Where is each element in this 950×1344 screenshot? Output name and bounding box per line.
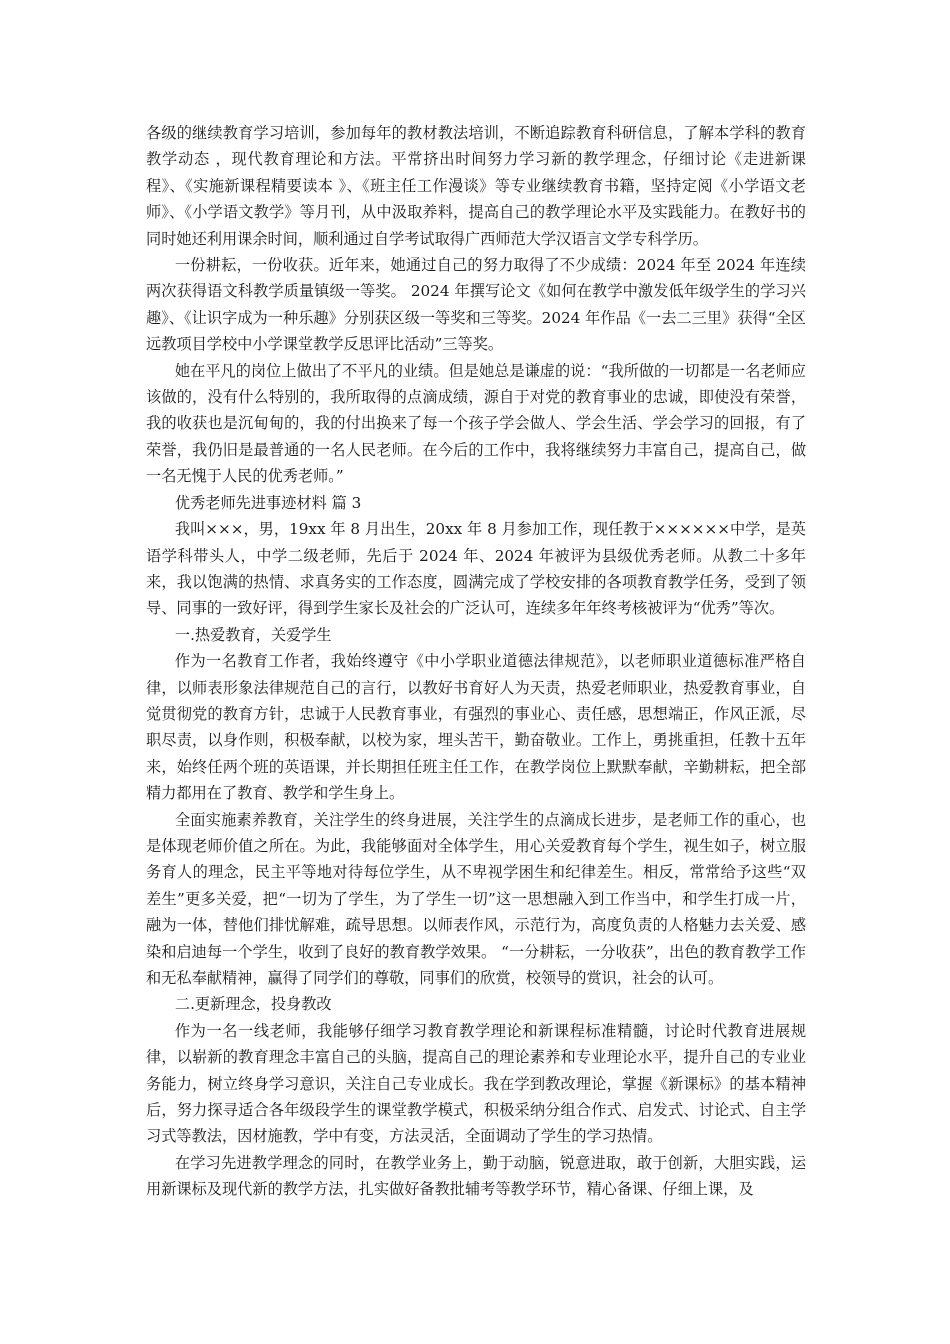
paragraph-3: 她在平凡的岗位上做出了不平凡的业绩。但是她总是谦虚的说：“我所做的一切都是一名老师应该做的，没有什么特别的，我所取得的点滴成绩，源自于对党的教育事业的忠诚，即使没有荣誉，我的收获也是沉甸甸的，我的付出换来了每一个孩子学会做人、学会生活、学会学习的回报，有了荣誉，我仍旧是最普通的一名人民老师。在今后的工作中，我将继续努力丰富自己，提高自己，做一名无愧于人民的优秀老师。”	[146, 361, 806, 486]
paragraph-4: 我叫×××，男，19xx 年 8 月出生，20xx 年 8 月参加工作，现任教于××××××中学，是英语学科带头人，中学二级老师，先后于 2024 年、2024 年被评为县级优秀老师。从教二十多年来，我以饱满的热情、求真务实的工作态度，圆满完成了学校安排的各项教育教学任务，受到了领导、同事的一致好评，得到学生家长及社会的广泛认可，连续多年年终考核被评为“优秀”等次。	[146, 520, 806, 618]
document-body	[146, 120, 806, 1203]
paragraph-5: 作为一名教育工作者，我始终遵守《中小学职业道德法律规范》，以老师职业道德标准严格自律，以师表形象法律规范自己的言行，以教好书育好人为天责，热爱老师职业，热爱教育事业，自觉贯彻党的教育方针，忠诚于人民教育事业，有强烈的事业心、责任感，思想端正，作风正派，尽职尽责，以身作则，积极奉献，以校为家，埋头苦干，勤奋敬业。工作上，勇挑重担，任教十五年来，始终任两个班的英语课，并长期担任班主任工作，在教学岗位上默默奉献，辛勤耕耘，把全部精力都用在了教育、教学和学生身上。	[146, 652, 806, 803]
heading-one: 一.热爱教育，关爱学生	[174, 625, 332, 644]
paragraph-6: 全面实施素养教育，关注学生的终身进展，关注学生的点滴成长进步，是老师工作的重心，也是体现老师价值之所在。为此，我能够面对全体学生，用心关爱教育每个学生，视生如子，树立服务育人的理念，民主平等地对待每位学生，从不卑视学困生和纪律差生。相反，常常给予这些“双差生”更多关爱，把“一切为了学生，为了学生一切”这一思想融入到工作当中，和学生打成一片，融为一体，替他们排忧解难，疏导思想。以师表作风，示范行为，高度负责的人格魅力去关爱、感染和启迪每一个学生，收到了良好的教育教学效果。 “一分耕耘，一分收获”，出色的教育教学工作和无私奉献精神，赢得了同学们的尊敬，同事们的欣赏，校领导的赏识，社会的认可。	[146, 810, 806, 987]
section-title: 优秀老师先进事迹材料 篇 3	[174, 493, 362, 512]
heading-two: 二.更新理念，投身教改	[174, 995, 332, 1014]
paragraph-1: 各级的继续教育学习培训，参加每年的教材教法培训，不断追踪教育科研信息，了解本学科的教育教学动态 ，现代教育理论和方法。平常挤出时间努力学习新的教学理念，仔细讨论《走进新课程》、《实施新课程精要读本 》、《班主任工作漫谈》等专业继续教育书籍，坚持定阅《小学语文老师》、《小学语文教学》等月刊，从中汲取养料，提高自己的教学理论水平及实践能力。在教好书的同时她还利用课余时间，顺利通过自学考试取得广西师范大学汉语言文学专科学历。	[146, 124, 806, 248]
paragraph-2: 一份耕耘，一份收获。近年来，她通过自己的努力取得了不少成绩：2024 年至 2024 年连续两次获得语文科教学质量镇级一等奖。 2024 年撰写论文《如何在教学中激发低年级学生的学习兴趣》、《让识字成为一种乐趣》分别获区级一等奖和三等奖。2024 年作品《一去二三里》获得“全区远教项目学校中小学课堂教学反思评比活动”三等奖。	[146, 256, 806, 354]
paragraph-8: 在学习先进教学理念的同时，在教学业务上，勤于动脑，锐意进取，敢于创新，大胆实践，运用新课标及现代新的教学方法，扎实做好备教批辅考等教学环节，精心备课、仔细上课，及	[146, 1153, 806, 1199]
paragraph-7: 作为一名一线老师，我能够仔细学习教育教学理论和新课程标准精髓，讨论时代教育进展规律，以崭新的教育理念丰富自己的头脑，提高自己的理论素养和专业理论水平，提升自己的专业业务能力，树立终身学习意识，关注自己专业成长。我在学到教改理论，掌握《新课标》的基本精神后，努力探寻适合各年级段学生的课堂教学模式，积极采纳分组合作式、启发式、讨论式、自主学习式等教法，因材施教，学中有变，方法灵活，全面调动了学生的学习热情。	[146, 1021, 806, 1146]
